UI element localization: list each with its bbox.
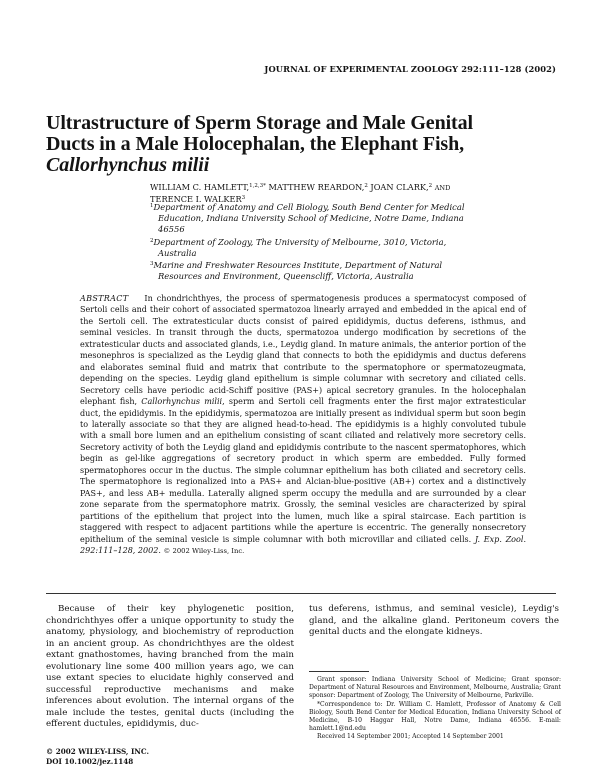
author-3: JOAN CLARK, [370, 182, 429, 192]
abstract-text-2: , sperm and Sertoli cell fragments enter the first major extratesticular duct, the epididymis. In the epididymis, spermatozoa are initially present as individual sperm but soon begin to laterally associate so that they are aligned head-to-head. The epididymis is a highly convoluted tubule with a small bore lumen and an epithelium consisting of scant ciliated and relatively more secretory cells. Secretory activity of both the Leydig gland and epididymis contribute to the nascent spermatophores, which begin as gel-like aggregations of secretory product in which sperm are embedded. Fully formed spermatophores occur in the ductus. The simple columnar epithelium has both ciliated and secretory cells. The spermatophore is regionalized into a PAS+ and Alcian-blue-positive (AB+) cortex and a distinctively PAS+, and less AB+ medulla. Laterally aligned sperm occupy the medulla and are surrounded by a clear zone separate from the spermatophore matrix. Grossly, the seminal vesicles are characterized by spiral partitions of the epithelium that project into the lumen, much like a spiral staircase. Each partition is staggered with respect to adjacent partitions while the aperture is eccentric. The generally nonsecretory epithelium of the seminal vesicle is simple columnar with both microvillar and ciliated cells. [80, 397, 526, 544]
author-1: WILLIAM C. HAMLETT, [150, 182, 250, 192]
footnotes [309, 676, 561, 742]
abstract-label: ABSTRACT [80, 294, 129, 303]
author-and: AND [434, 184, 451, 192]
author-list: WILLIAM C. HAMLETT,$^{1,2,3*}$ MATTHEW REARDON,$^2$ JOAN CLARK,$^2$ AND TERENCE I. WALKER$^3$ [150, 182, 451, 204]
abstract-text-1: In chondrichthyes, the process of spermatogenesis produces a spermatocyst composed of Sertoli cells and their cohort of associated spermatozoa linearly arrayed and embedded in the apical end of the Sertoli cell. The extratesticular ducts consist of paired epididymis, ductus deferens, isthmus, and seminal vesicles. In transit through the ducts, spermatozoa undergo modification by secretions of the extratesticular ducts and associated glands, i.e., Leydig gland. In mature animals, the anterior portion of the mesonephros is specialized as the Leydig gland that connects to both the epididymis and ductus deferens and elaborates seminal fluid and matrix that contribute to the spermatophore or spermatozeugmata, depending on the species. Leydig gland epithelium is simple columnar with secretory and ciliated cells. Secretory cells have periodic acid-Schiff positive (PAS+) apical secretory granules. In the holocephalan elephant fish, [80, 294, 526, 407]
body-column-left: Because of their key phylogenetic position, chondrichthyes offer a unique opportunity to study the anatomy, physiology, and biochemistry of reproduction in an ancient group. As chondrichthyes are the oldest extant gnathostomes, having branched from the main evolutionary line some 400 million years ago, we can use extant species to elucidate highly conserved and successful reproductive mechanisms and make inferences about evolution. The internal organs of the male include the testes, genital ducts (including the efferent ductules, epididymis, duc- [46, 604, 294, 729]
title-species: Callorhynchus milii [46, 154, 210, 176]
abstract [80, 293, 526, 557]
title-line-2: Ducts in a Male Holocephalan, the Elephant Fish, [46, 133, 465, 155]
abstract-citation: J. Exp. Zool. 292:111–128, 2002. [80, 534, 526, 555]
section-divider [46, 593, 556, 594]
footnote-correspondence: *Correspondence to: Dr. William C. Hamlett, Professor of Anatomy & Cell Biology, South Bend Center for Medical Education, Indiana University School of Medicine, B-10 Haggar Hall, Notre Dame, Indiana 46556. E-mail: hamlett.1@nd.edu [309, 700, 561, 733]
affiliation-3: $^3$Marine and Freshwater Resources Institute, Department of Natural Resources and Environment, Queenscliff, Victoria, Australia [150, 260, 443, 281]
journal-header: JOURNAL OF EXPERIMENTAL ZOOLOGY 292:111–128 (2002) [264, 64, 556, 74]
doi: DOI 10.1002/jez.1148 [46, 756, 134, 766]
footnote-grants: Grant sponsor: Indiana University School of Medicine; Grant sponsor: Department of Natural Resources and Environment, Melbourne, Australia; Grant sponsor: Department of Zoology, The University of Melbourne, Parkville. [309, 676, 561, 700]
abstract-species: Callorhynchus milii [141, 397, 223, 407]
affiliation-1: $^1$Department of Anatomy and Cell Biology, South Bend Center for Medical Education, Indiana University School of Medicine, Notre Dame, Indiana 46556 [150, 202, 465, 234]
publisher-copyright: © 2002 WILEY-LISS, INC. [46, 747, 149, 756]
title-line-1: Ultrastructure of Sperm Storage and Male Genital [46, 112, 473, 134]
body-column-right: tus deferens, isthmus, and seminal vesicle), Leydig's gland, and the alkaline gland. Peritoneum covers the genital ducts and the elongate kidneys. [309, 604, 559, 637]
footnote-received: Received 14 September 2001; Accepted 14 September 2001 [317, 733, 504, 741]
affiliation-2: $^2$Department of Zoology, The University of Melbourne, 3010, Victoria, Australia [150, 237, 447, 258]
footer-copyright [46, 747, 149, 766]
author-2: MATTHEW REARDON, [268, 182, 365, 192]
footnote-divider [309, 671, 369, 672]
abstract-copyright: © 2002 Wiley-Liss, Inc. [163, 546, 245, 555]
author-4: TERENCE I. WALKER [150, 194, 242, 204]
article-title [46, 113, 566, 176]
